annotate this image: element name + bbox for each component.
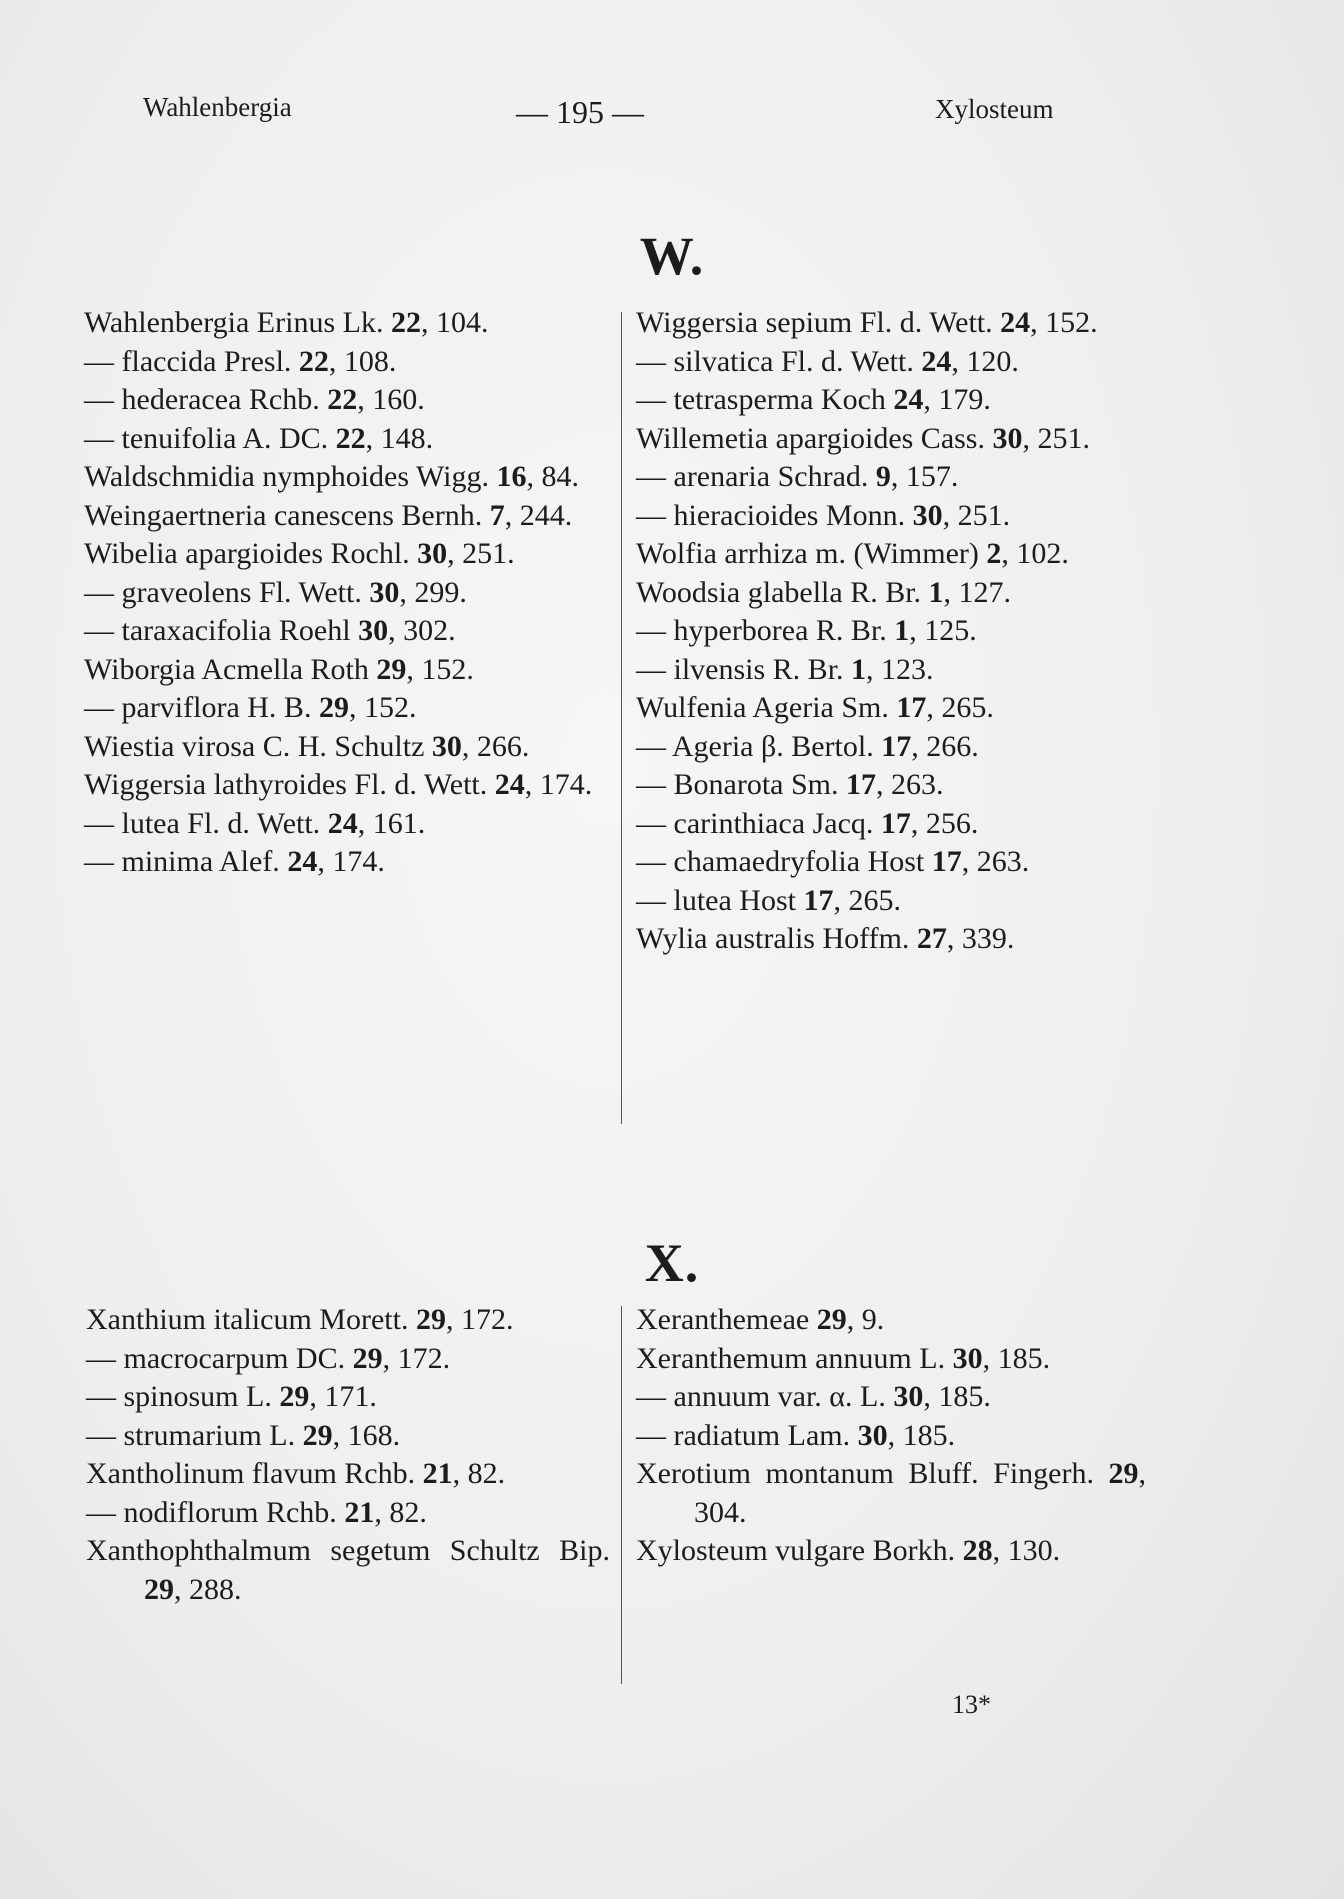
entry-name: Xerotium montanum Bluff. Fingerh. bbox=[636, 1457, 1109, 1490]
index-entry bbox=[86, 1301, 610, 1340]
index-entry bbox=[636, 651, 1148, 690]
index-entry bbox=[84, 612, 612, 651]
index-entry bbox=[636, 1378, 1146, 1417]
entry-name: — arenaria Schrad. bbox=[636, 460, 876, 493]
entry-name: — minima Alef. bbox=[84, 845, 288, 878]
entry-page: , 104. bbox=[420, 306, 489, 339]
section-heading-w: W. bbox=[639, 226, 705, 286]
entry-volume: 17 bbox=[846, 768, 876, 801]
entry-page: , 185. bbox=[982, 1341, 1051, 1375]
running-head-left: Wahlenbergia bbox=[143, 92, 292, 122]
index-entry bbox=[636, 535, 1148, 574]
entry-volume: 24 bbox=[494, 768, 525, 801]
entry-volume: 24 bbox=[921, 344, 952, 378]
entry-name: — tenuifolia A. DC. bbox=[84, 421, 336, 455]
section-heading-x: X. bbox=[644, 1233, 700, 1293]
index-entry bbox=[636, 304, 1148, 343]
index-column-w-left bbox=[84, 304, 612, 882]
index-entry bbox=[84, 304, 612, 343]
entry-volume: 16 bbox=[496, 460, 527, 493]
entry-name: Waldschmidia nymphoides Wigg. bbox=[84, 460, 497, 493]
entry-page: , 152. bbox=[406, 652, 474, 686]
index-entry bbox=[636, 420, 1148, 459]
entry-page: , 339. bbox=[946, 922, 1015, 955]
entry-volume: 29 bbox=[352, 1341, 383, 1375]
entry-page: , 265. bbox=[833, 883, 901, 917]
entry-name: Wiestia virosa C. H. Schultz bbox=[84, 729, 432, 763]
entry-page: , 244. bbox=[504, 498, 573, 532]
entry-name: Wolfia arrhiza m. (Wimmer) bbox=[636, 537, 987, 570]
index-entry bbox=[86, 1340, 610, 1379]
entry-page: , 172. bbox=[382, 1341, 451, 1375]
entry-name: — hyperborea R. Br. bbox=[636, 614, 895, 647]
entry-name: — hederacea Rchb. bbox=[84, 383, 328, 416]
entry-volume: 30 bbox=[369, 575, 400, 609]
entry-page: , 185. bbox=[887, 1418, 956, 1452]
entry-page: , 185. bbox=[923, 1380, 991, 1413]
entry-volume: 22 bbox=[298, 344, 329, 378]
entry-page: , 174. bbox=[317, 845, 385, 878]
entry-volume: 29 bbox=[279, 1380, 310, 1413]
entry-page: , 82. bbox=[452, 1457, 506, 1490]
entry-page: , 102. bbox=[1001, 537, 1069, 570]
entry-name: Weingaertneria canescens Bernh. bbox=[84, 498, 490, 532]
index-entry bbox=[636, 612, 1148, 651]
entry-name: Woodsia glabella R. Br. bbox=[636, 575, 929, 609]
entry-page: , 168. bbox=[332, 1418, 401, 1452]
entry-page: , 174. bbox=[524, 768, 593, 801]
entry-page: , 263. bbox=[961, 845, 1030, 878]
entry-name: — strumarium L. bbox=[86, 1418, 303, 1452]
entry-name: Wahlenbergia Erinus Lk. bbox=[84, 306, 391, 339]
entry-page: , 251. bbox=[942, 498, 1011, 532]
index-entry bbox=[84, 843, 612, 882]
entry-name: — flaccida Presl. bbox=[84, 344, 299, 378]
entry-name: — macrocarpum DC. bbox=[86, 1341, 353, 1375]
index-entry bbox=[84, 497, 612, 536]
entry-name: — annuum var. α. L. bbox=[636, 1380, 894, 1413]
entry-name: — carinthiaca Jacq. bbox=[636, 806, 881, 840]
entry-name: Xeranthemeae bbox=[636, 1303, 817, 1336]
entry-name: — hieracioides Monn. bbox=[636, 498, 913, 532]
entry-volume: 24 bbox=[893, 383, 924, 416]
entry-name: — tetrasperma Koch bbox=[636, 383, 894, 416]
entry-page: , 161. bbox=[357, 806, 426, 840]
entry-name: — ilvensis R. Br. bbox=[636, 652, 852, 686]
column-divider bbox=[621, 312, 622, 1124]
index-entry bbox=[636, 1417, 1146, 1456]
entry-name: — parviflora H. B. bbox=[84, 691, 319, 724]
index-entry bbox=[84, 458, 612, 497]
entry-volume: 29 bbox=[1108, 1457, 1139, 1490]
entry-volume: 9 bbox=[875, 460, 891, 493]
entry-name: — Ageria β. Bertol. bbox=[636, 729, 882, 763]
entry-page: , 179. bbox=[923, 383, 991, 416]
entry-volume: 29 bbox=[376, 652, 407, 686]
entry-volume: 30 bbox=[893, 1380, 924, 1413]
entry-page: , 108. bbox=[328, 344, 397, 378]
entry-volume: 29 bbox=[816, 1303, 847, 1336]
entry-volume: 30 bbox=[431, 729, 462, 763]
entry-page: , 288. bbox=[174, 1572, 242, 1606]
running-head-right: Xylosteum bbox=[935, 94, 1054, 124]
index-entry bbox=[636, 574, 1148, 613]
index-entry bbox=[84, 535, 612, 574]
entry-name: — spinosum L. bbox=[86, 1380, 280, 1413]
entry-page: , 304. bbox=[694, 1457, 1146, 1529]
entry-name: — nodiflorum Rchb. bbox=[86, 1495, 345, 1529]
index-entry bbox=[636, 381, 1148, 420]
entry-volume: 30 bbox=[358, 614, 389, 647]
entry-name: — chamaedryfolia Host bbox=[636, 845, 932, 878]
entry-page: , 127. bbox=[943, 575, 1012, 609]
entry-page: , 152. bbox=[1030, 306, 1098, 339]
entry-name: — lutea Fl. d. Wett. bbox=[84, 806, 328, 840]
entry-volume: 17 bbox=[896, 691, 927, 724]
entry-volume: 22 bbox=[335, 421, 366, 455]
entry-volume: 17 bbox=[880, 806, 911, 840]
entry-volume: 30 bbox=[857, 1418, 888, 1452]
entry-name: Wylia australis Hoffm. bbox=[636, 922, 917, 955]
index-entry bbox=[84, 689, 612, 728]
entry-volume: 17 bbox=[881, 729, 912, 763]
index-entry bbox=[636, 1532, 1146, 1571]
index-entry bbox=[84, 343, 612, 382]
entry-name: Xantholinum flavum Rchb. bbox=[86, 1457, 423, 1490]
index-entry bbox=[636, 728, 1148, 767]
entry-page: , 266. bbox=[911, 729, 979, 763]
entry-page: , 152. bbox=[348, 691, 417, 724]
entry-volume: 30 bbox=[952, 1341, 983, 1375]
index-column-x-right bbox=[636, 1301, 1146, 1571]
index-entry bbox=[636, 843, 1148, 882]
entry-page: , 130. bbox=[992, 1534, 1061, 1567]
entry-page: , 82. bbox=[374, 1495, 427, 1529]
entry-page: , 148. bbox=[365, 421, 434, 455]
entry-page: , 172. bbox=[445, 1303, 514, 1336]
entry-volume: 1 bbox=[851, 652, 867, 686]
entry-volume: 24 bbox=[1000, 306, 1031, 339]
entry-volume: 17 bbox=[931, 845, 962, 878]
entry-page: , 265. bbox=[926, 691, 994, 724]
entry-page: , 302. bbox=[388, 614, 456, 647]
entry-name: Wiggersia sepium Fl. d. Wett. bbox=[636, 306, 1001, 339]
entry-volume: 30 bbox=[992, 421, 1023, 455]
entry-name: — silvatica Fl. d. Wett. bbox=[636, 344, 922, 378]
entry-volume: 22 bbox=[390, 306, 421, 339]
entry-page: , 251. bbox=[447, 537, 515, 570]
entry-page: , 160. bbox=[357, 383, 425, 416]
entry-volume: 21 bbox=[422, 1457, 453, 1490]
entry-page: , 266. bbox=[461, 729, 530, 763]
entry-name: Xanthophthalmum segetum Schultz Bip. bbox=[86, 1534, 610, 1567]
index-entry bbox=[84, 651, 612, 690]
index-entry bbox=[636, 1301, 1146, 1340]
signature-mark: 13* bbox=[952, 1690, 991, 1719]
index-entry bbox=[636, 920, 1148, 959]
entry-page: , 251. bbox=[1022, 421, 1090, 455]
entry-name: Wiborgia Acmella Roth bbox=[84, 652, 377, 686]
entry-volume: 1 bbox=[928, 575, 944, 609]
index-entry bbox=[636, 497, 1148, 536]
index-column-x-left bbox=[86, 1301, 610, 1609]
entry-volume: 24 bbox=[327, 806, 358, 840]
index-entry bbox=[86, 1532, 610, 1609]
index-entry bbox=[636, 689, 1148, 728]
index-entry bbox=[86, 1455, 610, 1494]
entry-volume: 28 bbox=[962, 1534, 993, 1567]
entry-volume: 29 bbox=[318, 691, 349, 724]
index-entry bbox=[636, 766, 1148, 805]
page-number: — 195 — bbox=[516, 94, 644, 130]
entry-volume: 1 bbox=[894, 614, 910, 647]
entry-volume: 27 bbox=[916, 922, 947, 955]
entry-volume: 17 bbox=[803, 883, 834, 917]
entry-name: Wibelia apargioides Rochl. bbox=[84, 537, 418, 570]
entry-page: , 171. bbox=[309, 1380, 377, 1413]
column-divider bbox=[621, 1306, 622, 1684]
entry-volume: 29 bbox=[415, 1303, 446, 1336]
entry-volume: 29 bbox=[144, 1572, 174, 1606]
index-entry bbox=[86, 1378, 610, 1417]
entry-page: , 256. bbox=[910, 806, 979, 840]
entry-name: Wiggersia lathyroides Fl. d. Wett. bbox=[84, 768, 495, 801]
index-entry bbox=[84, 381, 612, 420]
index-entry bbox=[636, 343, 1148, 382]
index-entry bbox=[636, 882, 1148, 921]
entry-name: Xanthium italicum Morett. bbox=[86, 1303, 416, 1336]
entry-volume: 30 bbox=[417, 537, 448, 570]
index-entry bbox=[84, 805, 612, 844]
entry-name: Wulfenia Ageria Sm. bbox=[636, 691, 897, 724]
entry-name: Xylosteum vulgare Borkh. bbox=[636, 1534, 963, 1567]
entry-name: Willemetia apargioides Cass. bbox=[636, 421, 993, 455]
index-entry bbox=[86, 1417, 610, 1456]
entry-volume: 29 bbox=[302, 1418, 333, 1452]
index-entry bbox=[86, 1494, 610, 1533]
entry-volume: 22 bbox=[327, 383, 358, 416]
entry-page: , 123. bbox=[866, 652, 934, 686]
index-entry bbox=[84, 766, 612, 805]
entry-name: — graveolens Fl. Wett. bbox=[84, 575, 370, 609]
entry-page: , 299. bbox=[399, 575, 467, 609]
entry-volume: 24 bbox=[287, 845, 318, 878]
index-entry bbox=[84, 420, 612, 459]
entry-page: , 120. bbox=[951, 344, 1019, 378]
entry-page: , 125. bbox=[909, 614, 977, 647]
index-column-w-right bbox=[636, 304, 1148, 959]
index-entry bbox=[84, 728, 612, 767]
index-entry bbox=[84, 574, 612, 613]
entry-volume: 30 bbox=[912, 498, 943, 532]
entry-name: — taraxacifolia Roehl bbox=[84, 614, 359, 647]
index-entry bbox=[636, 805, 1148, 844]
index-entry bbox=[636, 1340, 1146, 1379]
index-entry bbox=[636, 458, 1148, 497]
entry-volume: 21 bbox=[344, 1495, 375, 1529]
entry-volume: 2 bbox=[986, 537, 1002, 570]
entry-page: , 263. bbox=[876, 768, 944, 801]
entry-name: — radiatum Lam. bbox=[636, 1418, 858, 1452]
entry-page: , 9. bbox=[846, 1303, 885, 1336]
entry-name: Xeranthemum annuum L. bbox=[636, 1341, 953, 1375]
index-entry bbox=[636, 1455, 1146, 1532]
entry-volume: 7 bbox=[489, 498, 505, 532]
running-head bbox=[0, 92, 1344, 132]
entry-page: , 84. bbox=[526, 460, 579, 493]
entry-name: — lutea Host bbox=[636, 883, 804, 917]
entry-page: , 157. bbox=[890, 460, 959, 493]
entry-name: — Bonarota Sm. bbox=[636, 768, 846, 801]
